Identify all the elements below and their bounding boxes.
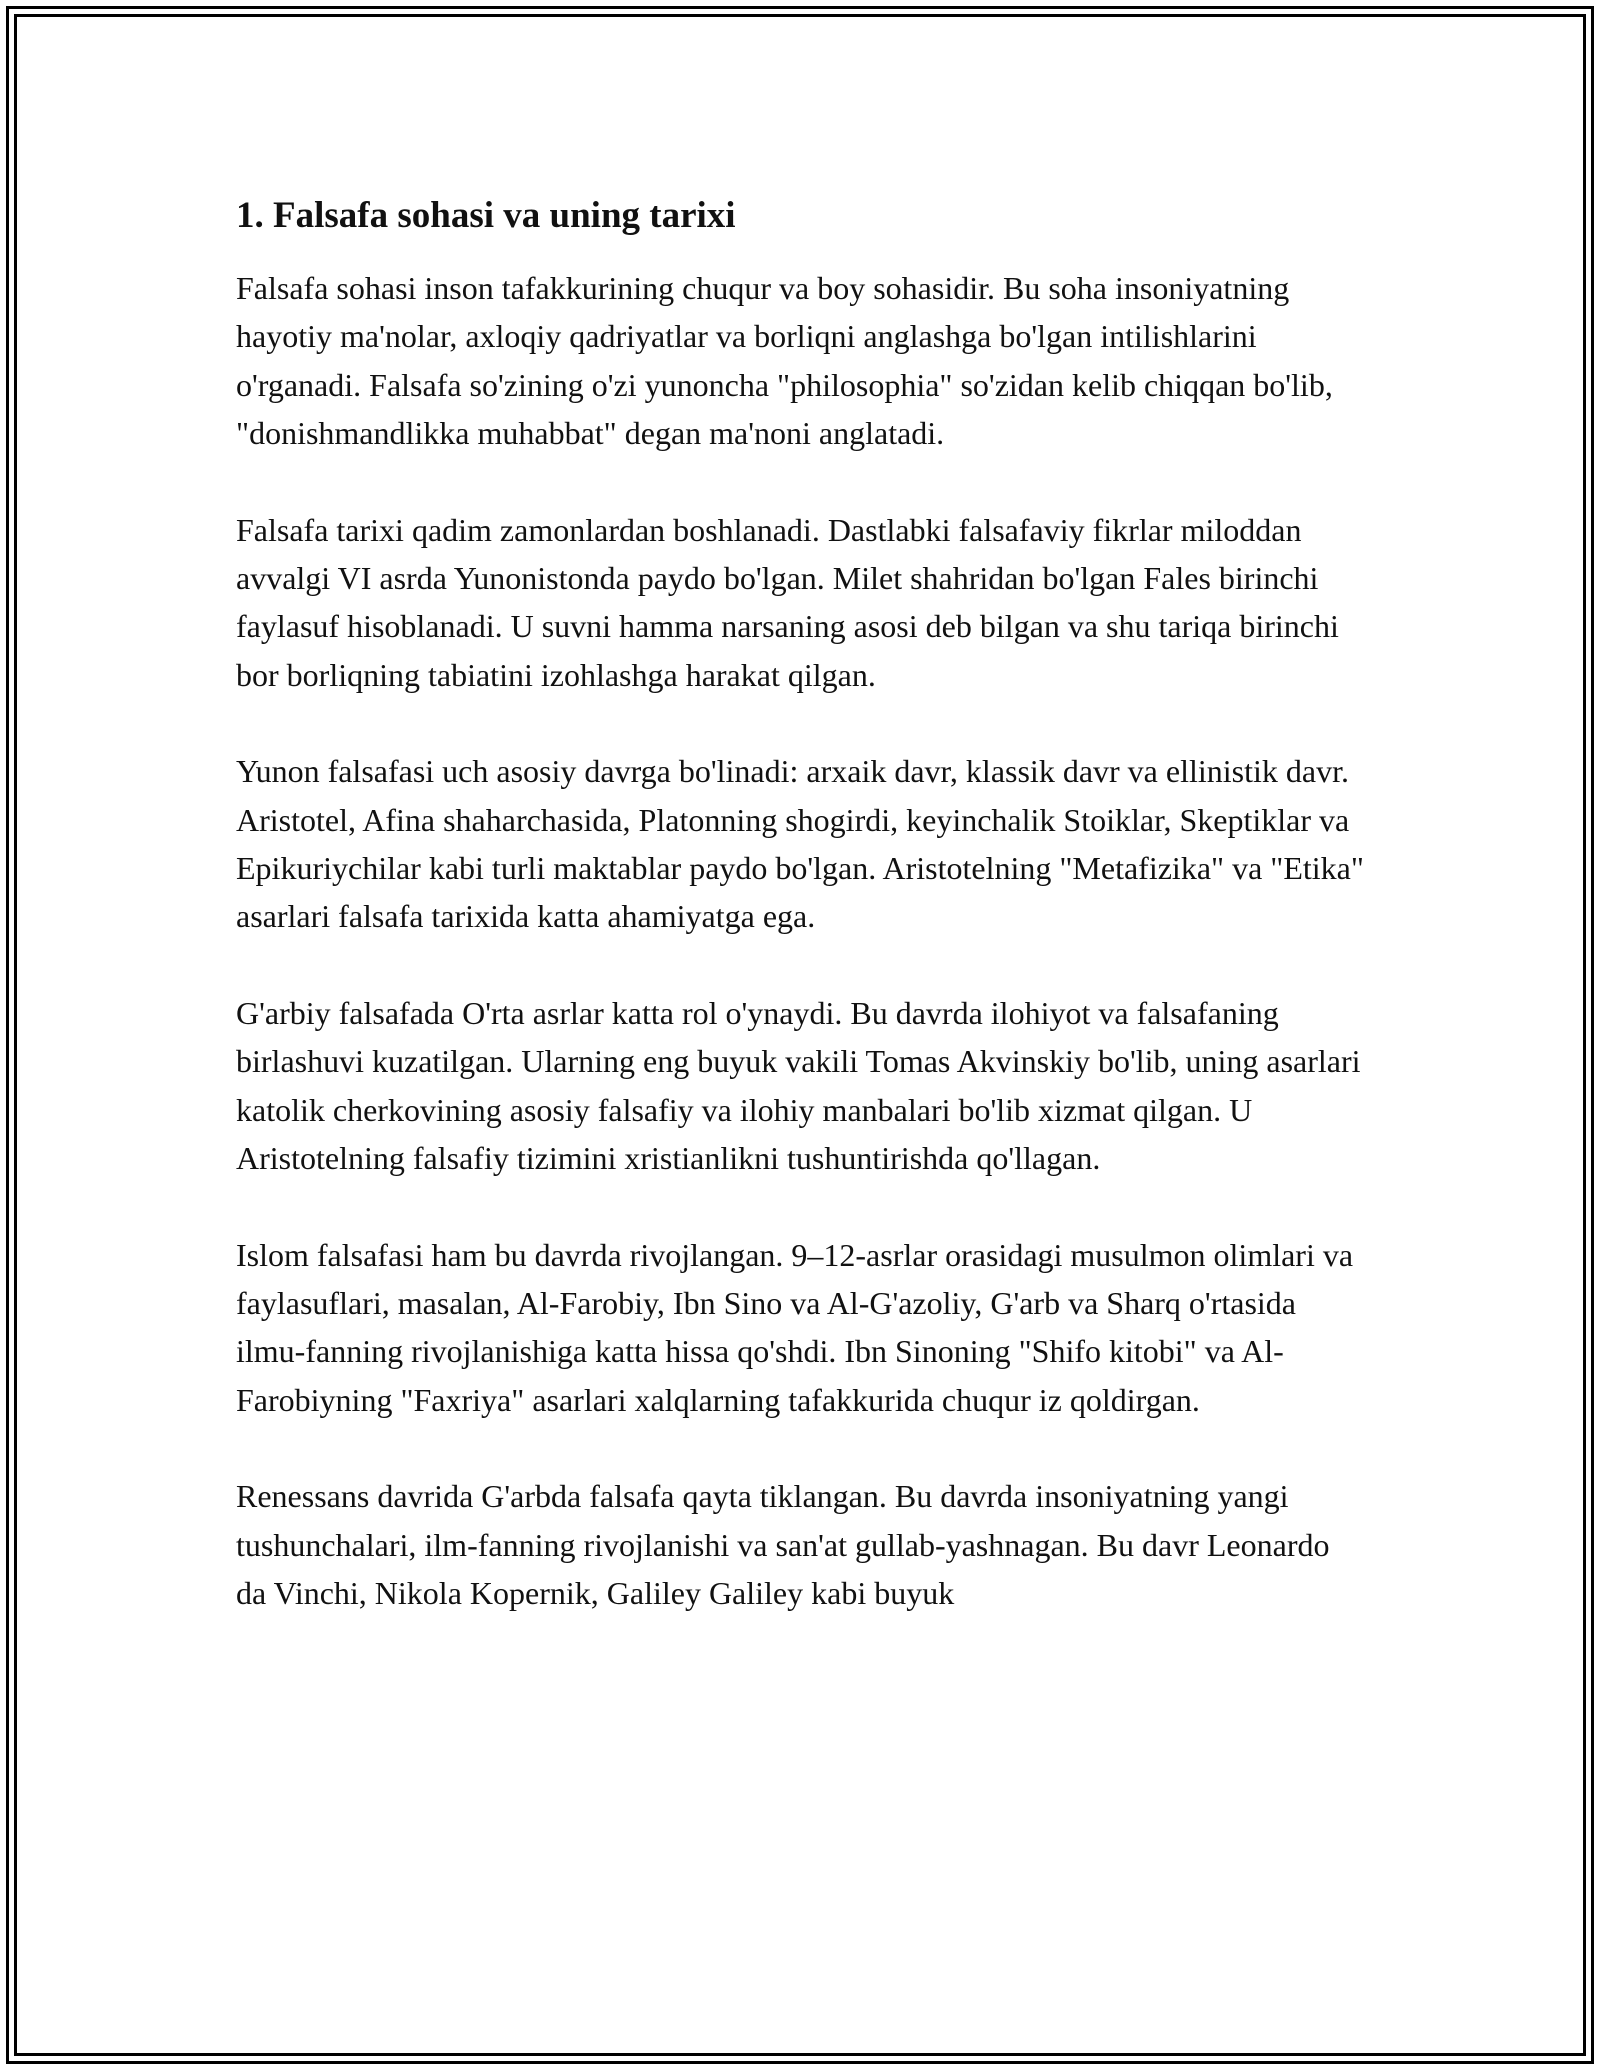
paragraph-2: Falsafa tarixi qadim zamonlardan boshlanadi. Dastlabki falsafaviy fikrlar miloddan avvalgi VI asrda Yunonistonda paydo bo'lgan. Milet shahridan bo'lgan Fales birinchi faylasuf hisoblanadi. U suvni hamma narsaning asosi deb bilgan va shu tariqa birinchi bor borliqning tabiatini izohlashga harakat qilgan. xyxy=(236,511,1339,693)
paragraph-4: G'arbiy falsafada O'rta asrlar katta rol o'ynaydi. Bu davrda ilohiyot va falsafaning birlashuvi kuzatilgan. Ularning eng buyuk vakili Tomas Akvinskiy bo'lib, uning asarlari katolik cherkovining asosiy falsafiy va ilohiy manbalari bo'lib xizmat qilgan. U Aristotelning falsafiy tizimini xristianlikni tushuntirishda qo'llagan. xyxy=(236,994,1361,1177)
document-body xyxy=(236,188,1366,1665)
paragraph-6: Renessans davrida G'arbda falsafa qayta tiklangan. Bu davrda insoniyatning yangi tushunchalari, ilm-fanning rivojlanishi va san'at gullab-yashnagan. Bu davr Leonardo da Vinchi, Nikola Kopernik, Galiley Galiley kabi buyuk xyxy=(236,1478,1330,1611)
paragraph-3: Yunon falsafasi uch asosiy davrga bo'linadi: arxaik davr, klassik davr va ellinistik davr. Aristotel, Afina shaharchasida, Platonning shogirdi, keyinchalik Stoiklar, Skeptiklar va Epikuriychilar kabi turli maktablar paydo bo'lgan. Aristotelning "Metafizika" va "Etika" asarlari falsafa tarixida katta ahamiyatga ega. xyxy=(236,753,1364,935)
paragraph-1: Falsafa sohasi inson tafakkurining chuqur va boy sohasidir. Bu soha insoniyatning hayotiy ma'nolar, axloqiy qadriyatlar va borliqni anglashga bo'lgan intilishlarini o'rganadi. Falsafa so'zining o'zi yunoncha "philosophia" so'zidan kelib chiqqan bo'lib, "donishmandlikka muhabbat" degan ma'noni anglatadi. xyxy=(236,270,1333,452)
paragraph-5: Islom falsafasi ham bu davrda rivojlangan. 9–12-asrlar orasidagi musulmon olimlari va faylasuflari, masalan, Al-Farobiy, Ibn Sino va Al-G'azoliy, G'arb va Sharq o'rtasida ilmu-fanning rivojlanishiga katta hissa qo'shdi. Ibn Sinoning "Shifo kitobi" va Al-Farobiyning "Faxriya" asarlari xalqlarning tafakkurida chuqur iz qoldirgan. xyxy=(236,1236,1354,1418)
section-heading: 1. Falsafa sohasi va uning tarixi xyxy=(236,195,736,236)
